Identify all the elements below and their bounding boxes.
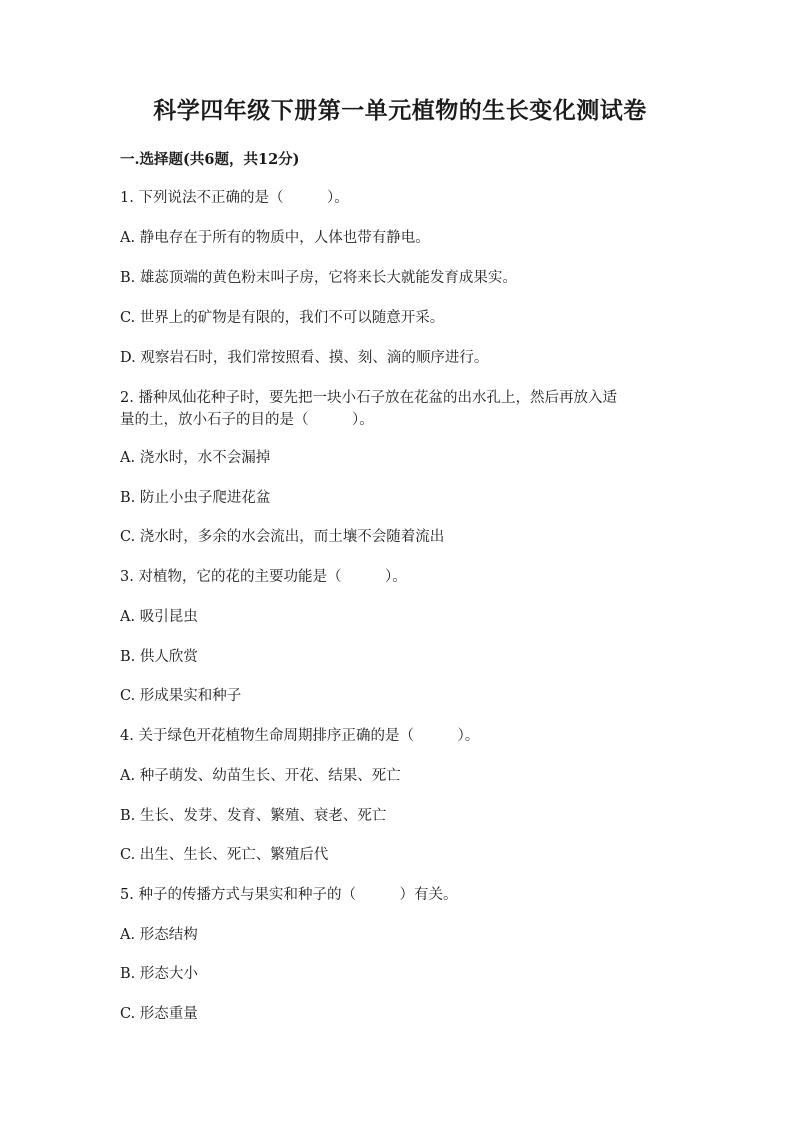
question-1-option-c: C. 世界上的矿物是有限的，我们不可以随意开采。 — [120, 310, 445, 326]
question-1-option-d: D. 观察岩石时，我们常按照看、摸、刻、滴的顺序进行。 — [120, 350, 489, 366]
question-5-option-b: B. 形态大小 — [120, 966, 198, 982]
question-4-option-a: A. 种子萌发、幼苗生长、开花、结果、死亡 — [120, 768, 401, 784]
question-3-stem: 3. 对植物，它的花的主要功能是（ ）。 — [120, 569, 407, 585]
page-title: 科学四年级下册第一单元植物的生长变化测试卷 — [153, 97, 647, 124]
question-4-stem: 4. 关于绿色开花植物生命周期排序正确的是（ ）。 — [120, 728, 480, 744]
question-3-option-a: A. 吸引昆虫 — [120, 609, 198, 625]
question-5-option-a: A. 形态结构 — [120, 927, 198, 943]
question-2-option-b: B. 防止小虫子爬进花盆 — [120, 490, 271, 506]
question-2-stem-line-2: 量的土，放小石子的目的是（ ）。 — [120, 412, 374, 428]
question-3-option-b: B. 供人欣赏 — [120, 649, 198, 665]
question-4-option-c: C. 出生、生长、死亡、繁殖后代 — [120, 847, 329, 863]
section-heading: 一.选择题(共6题，共12分) — [120, 151, 300, 168]
question-2-option-a: A. 浇水时，水不会漏掉 — [120, 450, 271, 466]
question-2-option-c: C. 浇水时，多余的水会流出，而土壤不会随着流出 — [120, 529, 445, 545]
question-1-option-b: B. 雄蕊顶端的黄色粉末叫子房，它将来长大就能发育成果实。 — [120, 270, 517, 286]
question-5-stem: 5. 种子的传播方式与果实和种子的（ ）有关。 — [120, 887, 458, 903]
question-4-option-b: B. 生长、发芽、发育、繁殖、衰老、死亡 — [120, 808, 387, 824]
question-1-option-a: A. 静电存在于所有的物质中，人体也带有静电。 — [120, 230, 430, 246]
question-3-option-c: C. 形成果实和种子 — [120, 688, 242, 704]
question-1-stem: 1. 下列说法不正确的是（ ）。 — [120, 190, 349, 206]
question-2-stem-line-1: 2. 播种凤仙花种子时，要先把一块小石子放在花盆的出水孔上，然后再放入适 — [120, 390, 617, 406]
question-5-option-c: C. 形态重量 — [120, 1006, 198, 1022]
